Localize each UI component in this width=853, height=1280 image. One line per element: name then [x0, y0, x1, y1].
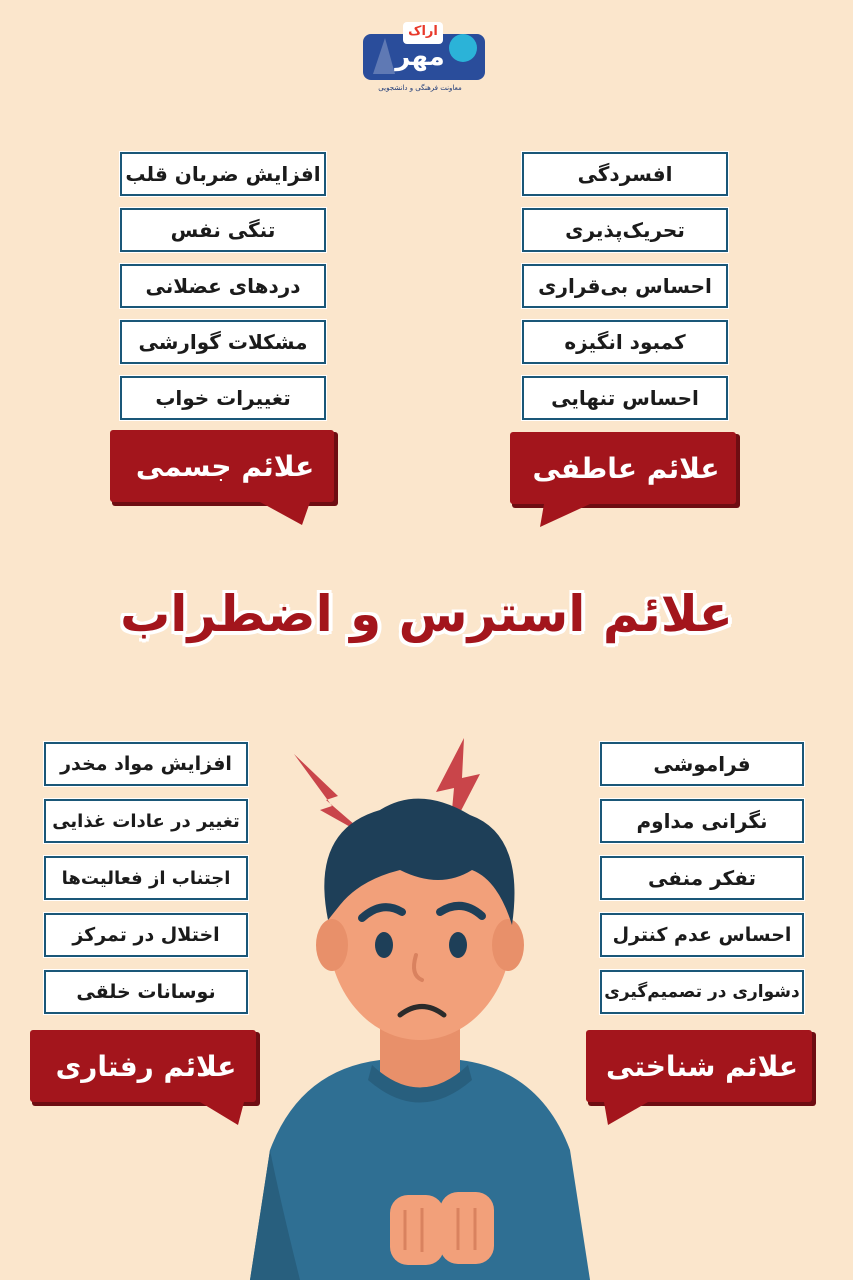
- stressed-man-illustration: [240, 730, 600, 1280]
- list-item: احساس عدم کنترل: [600, 913, 804, 957]
- behavioral-heading: علائم رفتاری: [55, 1049, 237, 1083]
- logo: [355, 18, 495, 102]
- list-item: تفکر منفی: [600, 856, 804, 900]
- list-item: فراموشی: [600, 742, 804, 786]
- list-item: نوسانات خلقی: [44, 970, 248, 1014]
- physical-heading-bubble: [110, 430, 340, 525]
- cognitive-heading-bubble: [586, 1030, 818, 1125]
- list-item: اختلال در تمرکز: [44, 913, 248, 957]
- logo-text: مهر: [395, 42, 445, 72]
- list-item: کمبود انگیزه: [522, 320, 728, 364]
- behavioral-symptoms-list: [44, 740, 248, 1020]
- list-item: افسردگی: [522, 152, 728, 196]
- cognitive-heading: علائم شناختی: [605, 1049, 799, 1083]
- list-item: افزایش مواد مخدر: [44, 742, 248, 786]
- logo-subtitle: معاونت فرهنگی و دانشجویی: [378, 84, 462, 92]
- list-item: دشواری در تصمیم‌گیری: [600, 970, 804, 1014]
- behavioral-heading-bubble: [30, 1030, 262, 1125]
- list-item: تحریک‌پذیری: [522, 208, 728, 252]
- physical-heading: علائم جسمی: [135, 449, 315, 483]
- logo-badge: اراک: [408, 24, 438, 39]
- physical-symptoms-list: [120, 150, 326, 422]
- list-item: تغییر در عادات غذایی: [44, 799, 248, 843]
- emotional-heading-bubble: [510, 432, 742, 527]
- list-item: افزایش ضربان قلب: [120, 152, 326, 196]
- list-item: تنگی نفس: [120, 208, 326, 252]
- emotional-heading: علائم عاطفی: [532, 451, 720, 485]
- page-title: علائم استرس و اضطراب: [120, 585, 733, 643]
- list-item: دردهای عضلانی: [120, 264, 326, 308]
- cognitive-symptoms-list: [600, 740, 804, 1022]
- list-item: مشکلات گوارشی: [120, 320, 326, 364]
- list-item: اجتناب از فعالیت‌ها: [44, 856, 248, 900]
- list-item: احساس بی‌قراری: [522, 264, 728, 308]
- emotional-symptoms-list: [522, 150, 728, 422]
- list-item: احساس تنهایی: [522, 376, 728, 420]
- list-item: نگرانی مداوم: [600, 799, 804, 843]
- list-item: تغییرات خواب: [120, 376, 326, 420]
